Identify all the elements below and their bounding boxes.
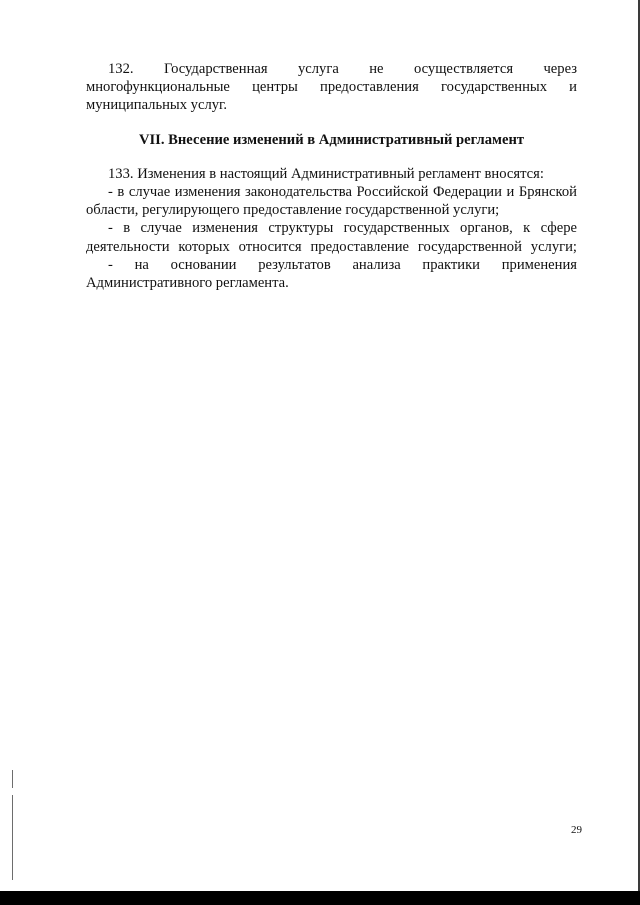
text-line: деятельности которых относится предоставление государственной услуги; <box>86 238 577 255</box>
scan-left-mark <box>12 770 13 788</box>
document-body <box>86 60 577 292</box>
text-line: муниципальных услуг. <box>86 97 228 114</box>
section-heading: VII. Внесение изменений в Административный регламент <box>138 131 525 148</box>
scan-bottom-edge <box>0 891 640 905</box>
text-line: области, регулирующего предоставление государственной услуги; <box>86 202 500 219</box>
paragraph-133 <box>86 165 577 292</box>
page-number: 29 <box>571 824 582 836</box>
text-line: 132. Государственная услуга не осуществляется через <box>108 61 577 77</box>
text-line: - на основании результатов анализа практики применения <box>108 256 577 273</box>
text-line: - в случае изменения законодательства Российской Федерации и Брянской <box>108 184 577 201</box>
scan-left-mark <box>12 795 13 880</box>
text-line: многофункциональные центры предоставления государственных и <box>86 79 577 96</box>
text-line: - в случае изменения структуры государственных органов, к сфере <box>108 220 577 237</box>
text-line: 133. Изменения в настоящий Административный регламент вносятся: <box>108 165 544 182</box>
paragraph-132 <box>86 60 577 115</box>
text-line: Административного регламента. <box>86 275 289 292</box>
